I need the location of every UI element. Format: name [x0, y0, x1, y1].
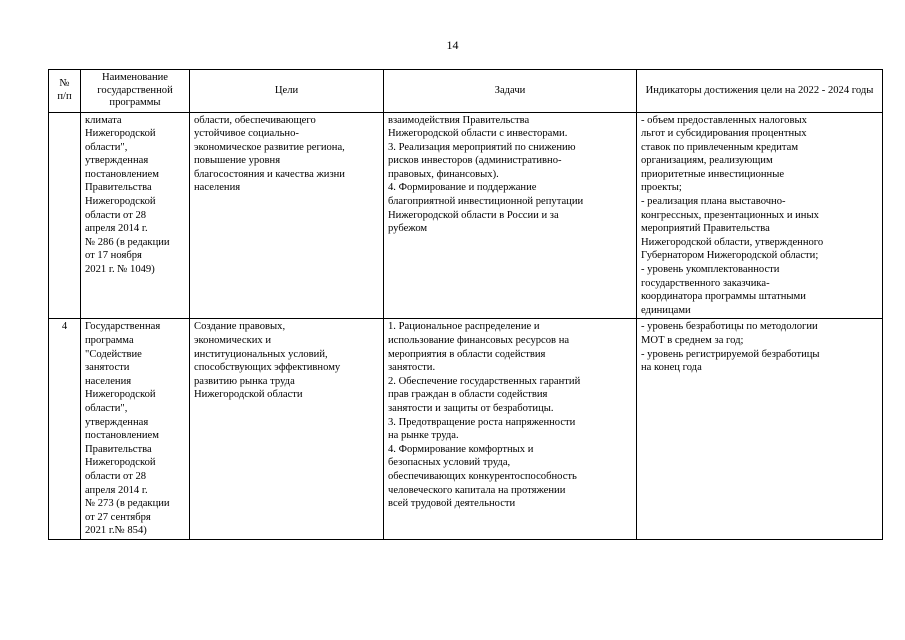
- cell-tasks: [384, 319, 637, 540]
- cell-line: области, обеспечивающего: [194, 114, 316, 126]
- cell-line: Нижегородской области с инвесторами.: [388, 128, 568, 140]
- cell-line: человеческого капитала на протяжении: [388, 484, 566, 496]
- cell-line: - уровень укомплектованности: [641, 264, 780, 276]
- cell-line: проекты;: [641, 182, 682, 194]
- cell-line: занятости и защиты от безработицы.: [388, 402, 554, 414]
- cell-line: - объем предоставленных налоговых: [641, 114, 807, 126]
- header-indicators: Индикаторы достижения цели на 2022 - 2024 годы: [637, 70, 883, 113]
- cell-line: Государственная: [85, 321, 161, 333]
- cell-line: институциональных условий,: [194, 348, 328, 360]
- cell-line: области",: [85, 141, 128, 153]
- cell-line: апреля 2014 г.: [85, 223, 148, 235]
- cell-line: использование финансовых ресурсов на: [388, 335, 570, 346]
- cell-line: организациям, реализующим: [641, 155, 773, 167]
- cell-line: - уровень безработицы по методологии: [641, 321, 818, 333]
- cell-line: всей трудовой деятельности: [388, 498, 516, 510]
- cell-line: № 273 (в редакции: [85, 498, 170, 510]
- cell-line: занятости: [85, 362, 130, 374]
- table-header-row: [49, 70, 883, 113]
- cell-line: области",: [85, 402, 128, 414]
- cell-tasks: [384, 112, 637, 319]
- cell-line: устойчивое социально-: [194, 128, 299, 140]
- cell-line: рубежом: [388, 223, 428, 235]
- cell-line: единицами: [641, 304, 691, 316]
- cell-line: благосостояния и качества жизни: [194, 168, 345, 180]
- cell-line: Губернатором Нижегородской области;: [641, 250, 819, 262]
- header-tasks: Задачи: [384, 70, 637, 113]
- cell-indicators: [637, 319, 883, 540]
- programs-table: [48, 69, 883, 540]
- cell-line: Создание правовых,: [194, 321, 286, 333]
- cell-line: экономических и: [194, 335, 272, 346]
- cell-line: программа: [85, 335, 134, 346]
- cell-line: Нижегородской: [85, 128, 156, 140]
- cell-goals: [190, 319, 384, 540]
- cell-line: правовых, финансовых).: [388, 168, 499, 180]
- cell-indicators: [637, 112, 883, 319]
- cell-line: Нижегородской: [85, 196, 156, 208]
- cell-line: населения: [194, 182, 241, 194]
- cell-line: льгот и субсидирования процентных: [641, 128, 807, 140]
- header-goals: Цели: [190, 70, 384, 113]
- cell-line: обеспечивающих конкурентоспособность: [388, 470, 577, 482]
- cell-line: Правительства: [85, 443, 152, 455]
- cell-line: № 286 (в редакции: [85, 236, 170, 248]
- cell-line: повышение уровня: [194, 155, 281, 167]
- cell-line: безопасных условий труда,: [388, 457, 511, 469]
- cell-line: постановлением: [85, 430, 159, 442]
- cell-line: утвержденная: [85, 416, 149, 428]
- header-program-name: Наименование государственной программы: [81, 70, 190, 113]
- cell-line: занятости.: [388, 362, 436, 374]
- cell-line: 2021 г.№ 854): [85, 525, 147, 537]
- cell-line: 3. Предотвращение роста напряженности: [388, 416, 576, 428]
- header-num: № п/п: [49, 70, 81, 113]
- cell-line: мероприятий Правительства: [641, 223, 770, 235]
- cell-line: 1. Рациональное распределение и: [388, 321, 540, 333]
- cell-line: способствующих эффективному: [194, 362, 341, 374]
- cell-line: развитию рынка труда: [194, 375, 295, 387]
- cell-line: координатора программы штатными: [641, 291, 806, 303]
- cell-line: рисков инвесторов (административно-: [388, 155, 562, 167]
- cell-line: взаимодействия Правительства: [388, 114, 530, 126]
- cell-num: 4: [49, 319, 81, 540]
- cell-line: 4. Формирование и поддержание: [388, 182, 537, 194]
- table-row: [49, 319, 883, 540]
- cell-line: 2021 г. № 1049): [85, 264, 155, 276]
- cell-line: МОТ в среднем за год;: [641, 335, 744, 346]
- cell-line: постановлением: [85, 168, 159, 180]
- cell-line: Правительства: [85, 182, 152, 194]
- cell-line: благоприятной инвестиционной репутации: [388, 196, 584, 208]
- cell-line: 2. Обеспечение государственных гарантий: [388, 375, 581, 387]
- cell-line: области от 28: [85, 209, 147, 221]
- cell-line: на рынке труда.: [388, 430, 459, 442]
- cell-line: конгрессных, презентационных и иных: [641, 209, 819, 221]
- cell-line: 3. Реализация мероприятий по снижению: [388, 141, 576, 153]
- cell-line: экономическое развитие региона,: [194, 141, 345, 153]
- cell-line: приоритетные инвестиционные: [641, 168, 785, 180]
- cell-line: 4. Формирование комфортных и: [388, 443, 534, 455]
- cell-line: Нижегородской области, утвержденного: [641, 236, 824, 248]
- cell-line: Нижегородской: [85, 389, 156, 401]
- cell-line: апреля 2014 г.: [85, 484, 148, 496]
- cell-line: прав граждан в области содействия: [388, 389, 548, 401]
- cell-line: "Содействие: [85, 348, 142, 360]
- cell-num: [49, 112, 81, 319]
- cell-line: утвержденная: [85, 155, 149, 167]
- cell-line: мероприятия в области содействия: [388, 348, 546, 360]
- cell-line: Нижегородской: [85, 457, 156, 469]
- cell-line: от 17 ноября: [85, 250, 142, 262]
- cell-line: климата: [85, 114, 122, 126]
- cell-line: на конец года: [641, 362, 702, 374]
- cell-line: области от 28: [85, 470, 147, 482]
- cell-line: Нижегородской области: [194, 389, 303, 401]
- cell-program-name: [81, 319, 190, 540]
- page-number: 14: [446, 38, 459, 52]
- cell-line: - реализация плана выставочно-: [641, 196, 786, 208]
- cell-line: государственного заказчика-: [641, 277, 770, 289]
- cell-line: от 27 сентября: [85, 511, 151, 523]
- cell-goals: [190, 112, 384, 319]
- cell-line: Нижегородской области в России и за: [388, 209, 559, 221]
- cell-line: - уровень регистрируемой безработицы: [641, 348, 820, 360]
- cell-line: ставок по привлеченным кредитам: [641, 141, 799, 153]
- cell-line: населения: [85, 375, 132, 387]
- table-row: [49, 112, 883, 319]
- cell-program-name: [81, 112, 190, 319]
